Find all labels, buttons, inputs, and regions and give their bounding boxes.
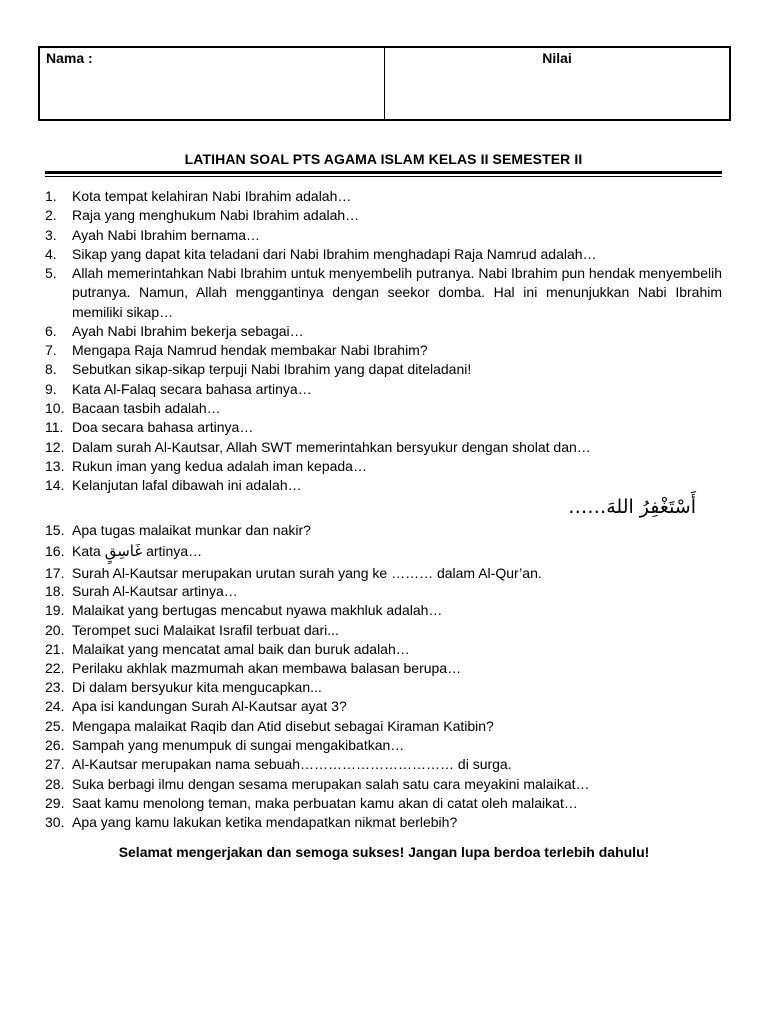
question-number: 2. [45, 207, 57, 223]
question-item [45, 542, 722, 561]
question-item [45, 582, 722, 601]
question-number: 7. [45, 342, 57, 358]
question-item [45, 755, 722, 774]
question-item [45, 794, 722, 813]
question-item [45, 341, 722, 360]
question-number: 16. [45, 543, 65, 559]
question-number: 30. [45, 814, 65, 830]
question-text [72, 542, 722, 561]
question-text: Saat kamu menolong teman, maka perbuatan kamu akan di catat oleh malaikat… [72, 795, 578, 811]
question-text: Kota tempat kelahiran Nabi Ibrahim adalah… [72, 188, 352, 204]
question-number: 25. [45, 718, 65, 734]
question-number: 8. [45, 361, 57, 377]
question-number: 4. [45, 246, 57, 262]
question-number: 28. [45, 776, 65, 792]
question-text: Perilaku akhlak mazmumah akan membawa balasan berupa… [72, 660, 462, 676]
name-label: Nama : [46, 50, 93, 66]
question-item [45, 438, 722, 457]
question-text: Malaikat yang bertugas mencabut nyawa makhluk adalah… [72, 602, 443, 618]
question-text: Malaikat yang mencatat amal baik dan buruk adalah… [72, 641, 410, 657]
question-item [45, 226, 722, 245]
question-item [45, 418, 722, 437]
question-item [45, 399, 722, 418]
question-text: Dalam surah Al-Kautsar, Allah SWT memerintahkan bersyukur dengan sholat dan… [72, 439, 591, 455]
question-item [45, 187, 722, 206]
question-item [45, 717, 722, 736]
question-text: Apa tugas malaikat munkar dan nakir? [72, 522, 311, 538]
question-text: Surah Al-Kautsar artinya… [72, 583, 238, 599]
name-cell [40, 48, 385, 119]
question-text: Al-Kautsar merupakan nama sebuah…………………………… di surga. [72, 756, 512, 772]
question-item [45, 678, 722, 697]
question-item [45, 601, 722, 620]
question-number: 9. [45, 381, 57, 397]
question-text: Mengapa Raja Namrud hendak membakar Nabi Ibrahim? [72, 342, 428, 358]
question-number: 12. [45, 439, 65, 455]
question-item [45, 640, 722, 659]
question-item [45, 521, 722, 540]
question-number: 13. [45, 458, 65, 474]
question-item [45, 736, 722, 755]
question-number: 29. [45, 795, 65, 811]
question-item [45, 457, 722, 476]
question-number: 19. [45, 602, 65, 618]
question-item [45, 476, 722, 495]
question-item [45, 360, 722, 379]
score-cell [385, 48, 729, 119]
question-number: 15. [45, 522, 65, 538]
question-number: 21. [45, 641, 65, 657]
question-number: 24. [45, 698, 65, 714]
title-divider-thin [45, 176, 722, 177]
question-number: 11. [45, 419, 64, 435]
score-label: Nilai [542, 50, 572, 66]
question-text: Rukun iman yang kedua adalah iman kepada… [72, 458, 367, 474]
question-number: 18. [45, 583, 65, 599]
question-text: Apa yang kamu lakukan ketika mendapatkan nikmat berlebih? [72, 814, 458, 830]
arabic-word: غَاسِقٍ [104, 542, 143, 560]
question-item [45, 380, 722, 399]
question-number: 10. [45, 400, 65, 416]
question-text: Ayah Nabi Ibrahim bekerja sebagai… [72, 323, 304, 339]
question-text: Raja yang menghukum Nabi Ibrahim adalah… [72, 207, 360, 223]
question-number: 23. [45, 679, 65, 695]
question-text: Sikap yang dapat kita teladani dari Nabi Ibrahim menghadapi Raja Namrud adalah… [72, 246, 597, 262]
question-text: Bacaan tasbih adalah… [72, 400, 221, 416]
question-text: Ayah Nabi Ibrahim bernama… [72, 227, 261, 243]
question-text: Doa secara bahasa artinya… [72, 419, 254, 435]
question-text: Di dalam bersyukur kita mengucapkan... [72, 679, 322, 695]
arabic-phrase: أَسْتَغْفِرُ اللهَ…… [568, 496, 696, 518]
question-text: Apa isi kandungan Surah Al-Kautsar ayat 3? [72, 698, 347, 714]
question-item [45, 775, 722, 794]
question-item [45, 659, 722, 678]
question-text-pre: Kata [72, 543, 105, 559]
question-number: 27. [45, 756, 65, 772]
question-number: 26. [45, 737, 65, 753]
question-text: Suka berbagi ilmu dengan sesama merupakan salah satu cara meyakini malaikat… [72, 776, 590, 792]
question-number: 17. [45, 565, 65, 581]
header-table [38, 46, 731, 121]
question-number: 1. [45, 188, 57, 204]
question-number: 5. [45, 265, 57, 281]
question-number: 3. [45, 227, 57, 243]
question-number: 14. [45, 477, 65, 493]
question-item [45, 813, 722, 832]
question-text: Sebutkan sikap-sikap terpuji Nabi Ibrahim yang dapat diteladani! [72, 361, 472, 377]
question-item [45, 697, 722, 716]
question-item [45, 245, 722, 264]
question-text: Terompet suci Malaikat Israfil terbuat dari... [72, 622, 339, 638]
page-title: LATIHAN SOAL PTS AGAMA ISLAM KELAS II SEMESTER II [184, 151, 583, 167]
closing-message: Selamat mengerjakan dan semoga sukses! Jangan lupa berdoa terlebih dahulu! [118, 844, 650, 860]
question-number: 20. [45, 622, 65, 638]
question-text-post: artinya… [142, 543, 203, 559]
question-item [45, 564, 722, 583]
question-number: 6. [45, 323, 57, 339]
question-number: 22. [45, 660, 65, 676]
question-text: Surah Al-Kautsar merupakan urutan surah yang ke ……… dalam Al-Qur’an. [72, 565, 542, 581]
question-item [45, 264, 722, 322]
question-text: Mengapa malaikat Raqib dan Atid disebut sebagai Kiraman Katibin? [72, 718, 494, 734]
question-text: Kelanjutan lafal dibawah ini adalah… [72, 477, 302, 493]
question-text: Allah memerintahkan Nabi Ibrahim untuk menyembelih putranya. Nabi Ibrahim pun hendak menyembelih putranya. Namun, Allah menggantinya dengan seekor domba. Hal ini menunjukkan Nabi Ibrahim memiliki sikap… [72, 265, 722, 320]
question-text: Kata Al-Falaq secara bahasa artinya… [72, 381, 312, 397]
question-text: Sampah yang menumpuk di sungai mengakibatkan… [72, 737, 405, 753]
question-item [45, 621, 722, 640]
question-item [45, 206, 722, 225]
title-divider-thick [45, 171, 722, 174]
question-item [45, 322, 722, 341]
